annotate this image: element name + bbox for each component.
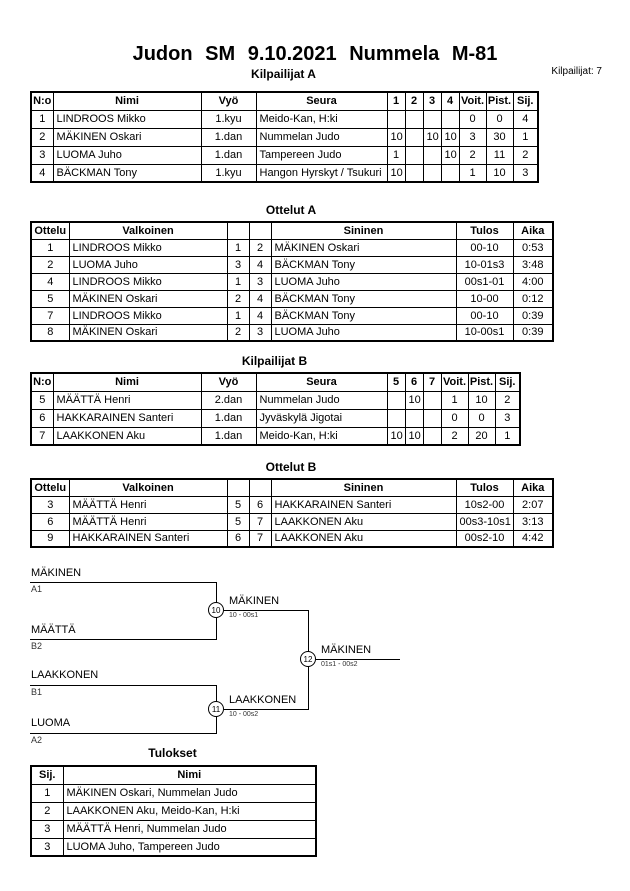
table-row	[31, 496, 553, 513]
table-cell: 00s2-10	[456, 530, 513, 547]
column-header: 1	[387, 92, 405, 110]
table-cell: HAKKARAINEN Santeri	[53, 409, 201, 427]
bracket-match-number: 10	[208, 602, 224, 618]
table-cell: 4	[249, 256, 271, 273]
column-header: Sininen	[271, 222, 456, 239]
column-header: Vyö	[201, 373, 256, 391]
table-cell: 4:42	[513, 530, 553, 547]
table-cell: LUOMA Juho, Tampereen Judo	[63, 838, 316, 856]
table-cell: 4	[31, 273, 69, 290]
column-header	[227, 479, 249, 496]
table-cell: 4	[513, 110, 538, 128]
table-row	[31, 146, 538, 164]
bracket-score: 01s1 - 00s2	[321, 661, 358, 668]
table-header-row	[31, 479, 553, 496]
column-header: Tulos	[456, 479, 513, 496]
table-cell	[405, 164, 423, 182]
column-header: Aika	[513, 222, 553, 239]
bracket-match-number: 11	[208, 701, 224, 717]
page-title: Judon SM 9.10.2021 Nummela M-81	[132, 43, 498, 65]
table-cell: 10	[387, 427, 405, 445]
table-cell: 3	[31, 820, 63, 838]
table-row	[31, 128, 538, 146]
table-row	[31, 110, 538, 128]
column-header: Valkoinen	[69, 222, 227, 239]
bracket-line	[224, 610, 308, 611]
table-row	[31, 290, 553, 307]
table-cell: 10-00s1	[456, 324, 513, 341]
bracket-score: 10 - 00s1	[229, 612, 259, 619]
table-row	[31, 513, 553, 530]
matches-a-heading: Ottelut A	[265, 203, 317, 217]
table-cell: 0	[441, 409, 468, 427]
column-header: Valkoinen	[69, 479, 227, 496]
bracket-player-name: LAAKKONEN	[31, 669, 99, 681]
table-row	[31, 530, 553, 547]
table-cell	[423, 391, 441, 409]
table-cell	[387, 391, 405, 409]
table-cell: 5	[31, 391, 53, 409]
table-cell: 1	[459, 164, 486, 182]
table-body	[31, 496, 553, 547]
table-cell: 2	[441, 427, 468, 445]
table-cell: 7	[249, 530, 271, 547]
table-cell: 7	[31, 427, 53, 445]
table-cell: 5	[227, 513, 249, 530]
table-cell: 1	[227, 273, 249, 290]
table-cell: HAKKARAINEN Santeri	[271, 496, 456, 513]
table-cell: LAAKKONEN Aku	[271, 530, 456, 547]
table-cell: 3	[31, 496, 69, 513]
table-cell: Meido-Kan, H:ki	[256, 110, 387, 128]
column-header: 5	[387, 373, 405, 391]
table-cell: 1.dan	[201, 128, 256, 146]
column-header: N:o	[31, 373, 53, 391]
table-cell: 1	[227, 239, 249, 256]
table-cell: 0:39	[513, 324, 553, 341]
results-section	[30, 746, 630, 857]
table-cell: 4	[249, 290, 271, 307]
table-cell: 11	[486, 146, 513, 164]
table-cell	[423, 146, 441, 164]
table-cell: MÄÄTTÄ Henri	[69, 513, 227, 530]
table-cell: 7	[249, 513, 271, 530]
table-cell	[441, 110, 459, 128]
table-cell: 2	[227, 324, 249, 341]
table-cell: MÄKINEN Oskari	[69, 324, 227, 341]
table-cell: BÄCKMAN Tony	[271, 256, 456, 273]
table-row	[31, 239, 553, 256]
table-cell: 3	[249, 273, 271, 290]
table-cell: 1.kyu	[201, 110, 256, 128]
column-header: Seura	[256, 373, 387, 391]
table-cell: 1.dan	[201, 427, 256, 445]
table-cell: 3:13	[513, 513, 553, 530]
table-row	[31, 838, 316, 856]
table-cell: 0:12	[513, 290, 553, 307]
bracket-line	[316, 659, 400, 660]
table-cell: 30	[486, 128, 513, 146]
bracket-line	[30, 733, 216, 734]
table-cell	[405, 110, 423, 128]
table-cell: 6	[31, 409, 53, 427]
table-cell: 2	[495, 391, 520, 409]
table-cell: LINDROOS Mikko	[53, 110, 201, 128]
table-cell: 5	[227, 496, 249, 513]
column-header: Voit.	[441, 373, 468, 391]
bracket-winner-name: LAAKKONEN	[229, 694, 297, 706]
matches-a-section	[30, 203, 630, 342]
column-header: Tulos	[456, 222, 513, 239]
table-cell: MÄKINEN Oskari	[53, 128, 201, 146]
table-cell: MÄÄTTÄ Henri, Nummelan Judo	[63, 820, 316, 838]
table-cell: 10s2-00	[456, 496, 513, 513]
table-cell: Hangon Hyrskyt / Tsukuri	[256, 164, 387, 182]
table-cell: MÄKINEN Oskari, Nummelan Judo	[63, 784, 316, 802]
bracket-seed-label: B1	[31, 687, 43, 697]
table-cell: Tampereen Judo	[256, 146, 387, 164]
table-cell: Nummelan Judo	[256, 128, 387, 146]
column-header: Nimi	[53, 92, 201, 110]
table-cell: 2	[31, 128, 53, 146]
table-cell: 6	[227, 530, 249, 547]
table-cell: BÄCKMAN Tony	[53, 164, 201, 182]
table-cell: MÄÄTTÄ Henri	[69, 496, 227, 513]
table-cell: 00s1-01	[456, 273, 513, 290]
table-cell: 10	[405, 427, 423, 445]
table-cell: 3	[459, 128, 486, 146]
table-cell	[387, 409, 405, 427]
column-header	[249, 222, 271, 239]
matches-a-table	[30, 221, 554, 342]
table-cell: BÄCKMAN Tony	[271, 290, 456, 307]
table-cell: 1	[31, 110, 53, 128]
table-cell: 10	[405, 391, 423, 409]
table-row	[31, 427, 520, 445]
table-row	[31, 409, 520, 427]
column-header: Voit.	[459, 92, 486, 110]
table-row	[31, 307, 553, 324]
table-header-row	[31, 92, 538, 110]
table-cell: 6	[249, 496, 271, 513]
table-cell	[405, 146, 423, 164]
bracket-line	[224, 709, 308, 710]
bracket-line	[30, 685, 216, 686]
results-table	[30, 765, 317, 857]
table-cell: 2	[31, 802, 63, 820]
table-cell: 1	[227, 307, 249, 324]
table-cell: 1	[31, 784, 63, 802]
table-cell	[405, 128, 423, 146]
table-cell: 8	[31, 324, 69, 341]
column-header: Nimi	[63, 766, 316, 784]
column-header: Aika	[513, 479, 553, 496]
table-cell	[387, 110, 405, 128]
bracket-player-name: MÄÄTTÄ	[31, 624, 76, 636]
table-cell: 00-10	[456, 239, 513, 256]
table-cell: 4:00	[513, 273, 553, 290]
table-cell: 1	[387, 146, 405, 164]
column-header: Sij.	[31, 766, 63, 784]
table-row	[31, 164, 538, 182]
column-header: Ottelu	[31, 222, 69, 239]
bracket-score: 10 - 00s2	[229, 711, 259, 718]
table-cell: LINDROOS Mikko	[69, 273, 227, 290]
table-cell: 1	[31, 239, 69, 256]
table-cell: 10	[387, 128, 405, 146]
table-cell: 2	[459, 146, 486, 164]
table-row	[31, 391, 520, 409]
pool-b-heading: Kilpailijat B	[241, 354, 308, 368]
pool-a-section	[30, 67, 630, 183]
playoff-bracket	[0, 552, 630, 744]
table-cell: Meido-Kan, H:ki	[256, 427, 387, 445]
table-cell: 3	[227, 256, 249, 273]
pool-b-table	[30, 372, 521, 446]
table-cell: MÄKINEN Oskari	[271, 239, 456, 256]
table-cell: 1	[513, 128, 538, 146]
table-cell: LAAKKONEN Aku	[271, 513, 456, 530]
table-row	[31, 784, 316, 802]
competitors-count: Kilpailijat: 7	[551, 66, 602, 77]
table-cell: LAAKKONEN Aku, Meido-Kan, H:ki	[63, 802, 316, 820]
column-header: Sininen	[271, 479, 456, 496]
table-cell: 00s3-10s1	[456, 513, 513, 530]
table-cell: Nummelan Judo	[256, 391, 387, 409]
column-header: Seura	[256, 92, 387, 110]
table-cell: 2.dan	[201, 391, 256, 409]
table-body	[31, 110, 538, 182]
table-cell: 4	[31, 164, 53, 182]
column-header: Sij.	[495, 373, 520, 391]
table-cell: 1.dan	[201, 409, 256, 427]
table-cell	[423, 409, 441, 427]
table-row	[31, 802, 316, 820]
bracket-winner-name: MÄKINEN	[321, 644, 372, 656]
table-cell: 10-00	[456, 290, 513, 307]
column-header: Pist.	[486, 92, 513, 110]
table-cell	[423, 427, 441, 445]
column-header: 2	[405, 92, 423, 110]
table-cell: 20	[468, 427, 495, 445]
table-cell: 3	[513, 164, 538, 182]
table-cell: 10	[468, 391, 495, 409]
table-cell: 1.kyu	[201, 164, 256, 182]
table-cell	[423, 164, 441, 182]
table-cell: 3	[249, 324, 271, 341]
table-cell: LAAKKONEN Aku	[53, 427, 201, 445]
table-body	[31, 391, 520, 445]
table-cell: 5	[31, 290, 69, 307]
table-cell: 3	[31, 838, 63, 856]
column-header	[227, 222, 249, 239]
pool-b-section	[30, 354, 630, 446]
table-cell: 10	[441, 128, 459, 146]
table-row	[31, 324, 553, 341]
table-cell	[405, 409, 423, 427]
bracket-line	[30, 582, 216, 583]
table-cell: 10	[423, 128, 441, 146]
column-header: Nimi	[53, 373, 201, 391]
table-header-row	[31, 373, 520, 391]
table-cell: LUOMA Juho	[271, 273, 456, 290]
table-cell: 2	[249, 239, 271, 256]
column-header: 6	[405, 373, 423, 391]
table-header-row	[31, 222, 553, 239]
bracket-seed-label: B2	[31, 641, 43, 651]
table-cell: 10	[441, 146, 459, 164]
table-row	[31, 256, 553, 273]
table-cell: Jyväskylä Jigotai	[256, 409, 387, 427]
table-cell: 0	[459, 110, 486, 128]
table-cell: 10-01s3	[456, 256, 513, 273]
table-cell: 9	[31, 530, 69, 547]
table-cell: 1	[441, 391, 468, 409]
table-cell: 3:48	[513, 256, 553, 273]
column-header: 4	[441, 92, 459, 110]
table-cell: LINDROOS Mikko	[69, 307, 227, 324]
table-cell: LUOMA Juho	[271, 324, 456, 341]
table-cell: BÄCKMAN Tony	[271, 307, 456, 324]
table-cell: 0	[486, 110, 513, 128]
table-cell	[441, 164, 459, 182]
table-cell: 6	[31, 513, 69, 530]
column-header: Sij.	[513, 92, 538, 110]
table-cell: 2:07	[513, 496, 553, 513]
bracket-match-number: 12	[300, 651, 316, 667]
table-cell: 7	[31, 307, 69, 324]
table-cell: 1	[495, 427, 520, 445]
table-row	[31, 273, 553, 290]
pool-a-table	[30, 91, 539, 183]
table-cell: LUOMA Juho	[53, 146, 201, 164]
matches-b-heading: Ottelut B	[265, 460, 317, 474]
bracket-line	[30, 639, 216, 640]
column-header	[249, 479, 271, 496]
table-cell: MÄÄTTÄ Henri	[53, 391, 201, 409]
column-header: 3	[423, 92, 441, 110]
table-cell: 10	[387, 164, 405, 182]
table-cell: 4	[249, 307, 271, 324]
table-cell: MÄKINEN Oskari	[69, 290, 227, 307]
table-cell: 00-10	[456, 307, 513, 324]
column-header: Vyö	[201, 92, 256, 110]
table-cell: 3	[495, 409, 520, 427]
column-header: Ottelu	[31, 479, 69, 496]
table-body	[31, 784, 316, 856]
table-cell: 3	[31, 146, 53, 164]
pool-a-heading: Kilpailijat A	[251, 67, 316, 81]
column-header: 7	[423, 373, 441, 391]
table-cell: 2	[227, 290, 249, 307]
bracket-player-name: MÄKINEN	[31, 567, 82, 579]
table-cell: LUOMA Juho	[69, 256, 227, 273]
bracket-seed-label: A1	[31, 584, 43, 594]
matches-b-table	[30, 478, 554, 548]
table-cell: 0:53	[513, 239, 553, 256]
matches-b-section	[30, 460, 630, 548]
table-cell: 2	[31, 256, 69, 273]
table-cell: 10	[486, 164, 513, 182]
table-body	[31, 239, 553, 341]
table-row	[31, 820, 316, 838]
table-cell: 0:39	[513, 307, 553, 324]
results-heading: Tulokset	[148, 746, 197, 760]
bracket-seed-label: A2	[31, 735, 43, 745]
table-cell: 1.dan	[201, 146, 256, 164]
column-header: Pist.	[468, 373, 495, 391]
table-cell: 2	[513, 146, 538, 164]
table-cell: LINDROOS Mikko	[69, 239, 227, 256]
table-cell	[423, 110, 441, 128]
table-cell: 0	[468, 409, 495, 427]
table-cell: HAKKARAINEN Santeri	[69, 530, 227, 547]
bracket-winner-name: MÄKINEN	[229, 595, 280, 607]
table-header-row	[31, 766, 316, 784]
column-header: N:o	[31, 92, 53, 110]
bracket-player-name: LUOMA	[31, 717, 71, 729]
